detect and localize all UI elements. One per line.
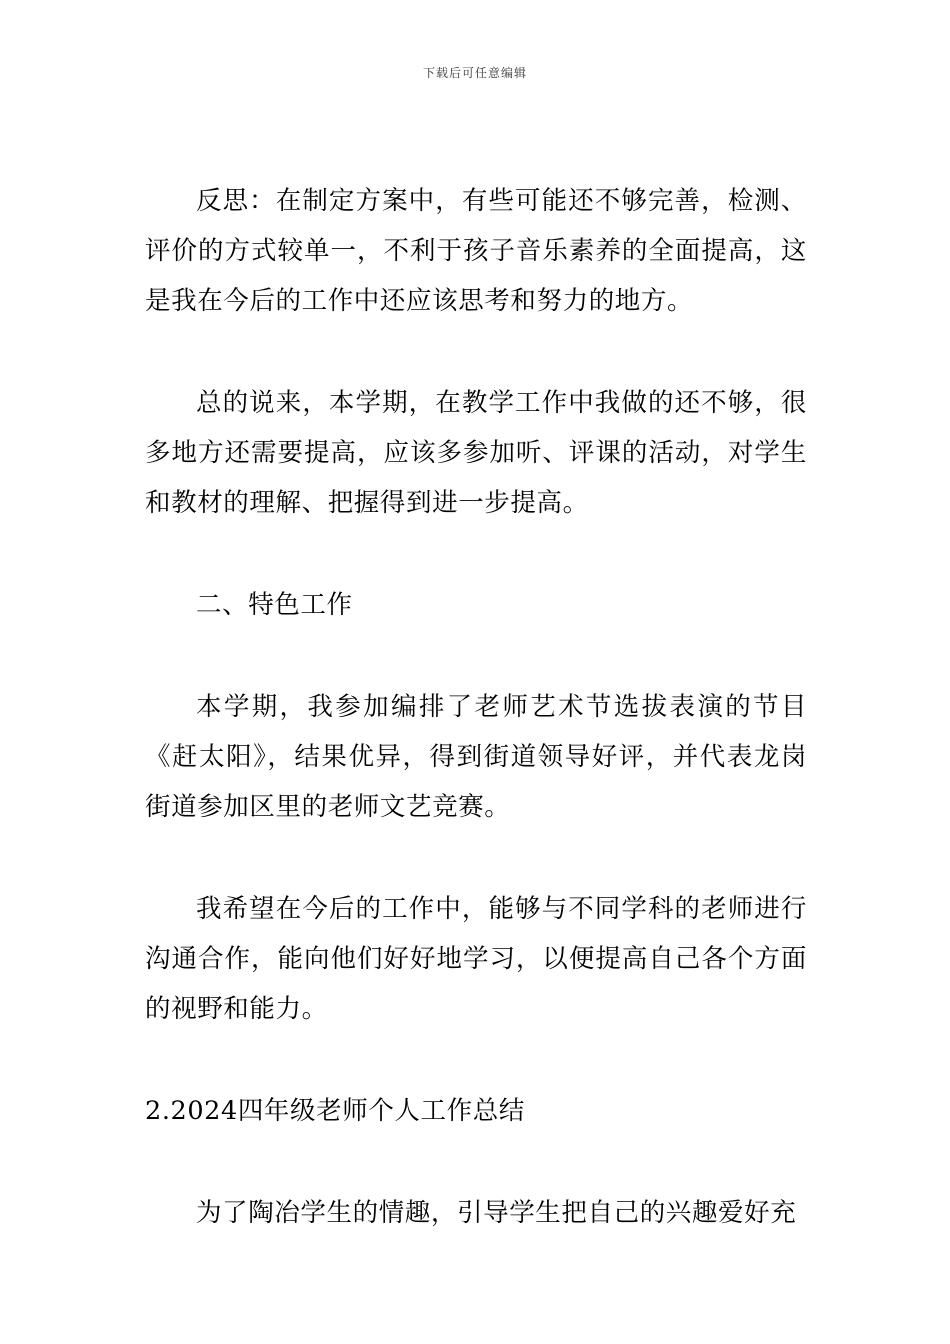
paragraph-gap [145, 1034, 807, 1086]
section-title-2024-summary: 2.2024四年级老师个人工作总结 [145, 1096, 525, 1126]
document-body [145, 176, 807, 1238]
paragraph-reflection: 反思：在制定方案中，有些可能还不够完善，检测、评价的方式较单一，不利于孩子音乐素养的全面提高，这是我在今后的工作中还应该思考和努力的地方。 [145, 186, 807, 316]
paragraph-gap [145, 630, 807, 682]
paragraph-summary: 总的说来，本学期，在教学工作中我做的还不够，很多地方还需要提高，应该多参加听、评课的活动，对学生和教材的理解、把握得到进一步提高。 [145, 388, 807, 518]
paragraph-cultivate: 为了陶冶学生的情趣，引导学生把自己的兴趣爱好充 [196, 1198, 797, 1228]
paragraph-gap [145, 528, 807, 580]
paragraph-hope: 我希望在今后的工作中，能够与不同学科的老师进行沟通合作，能向他们好好地学习，以便提高自己各个方面的视野和能力。 [145, 894, 807, 1024]
paragraph-gap [145, 1136, 807, 1188]
header-note: 下载后可任意编辑 [422, 66, 527, 80]
paragraph-performance: 本学期，我参加编排了老师艺术节选拔表演的节目《赶太阳》，结果优异，得到街道领导好评，并代表龙岗街道参加区里的老师文艺竞赛。 [145, 692, 807, 822]
paragraph-gap [145, 832, 807, 884]
section-heading-featured-work: 二、特色工作 [196, 590, 353, 620]
paragraph-gap [145, 326, 807, 378]
